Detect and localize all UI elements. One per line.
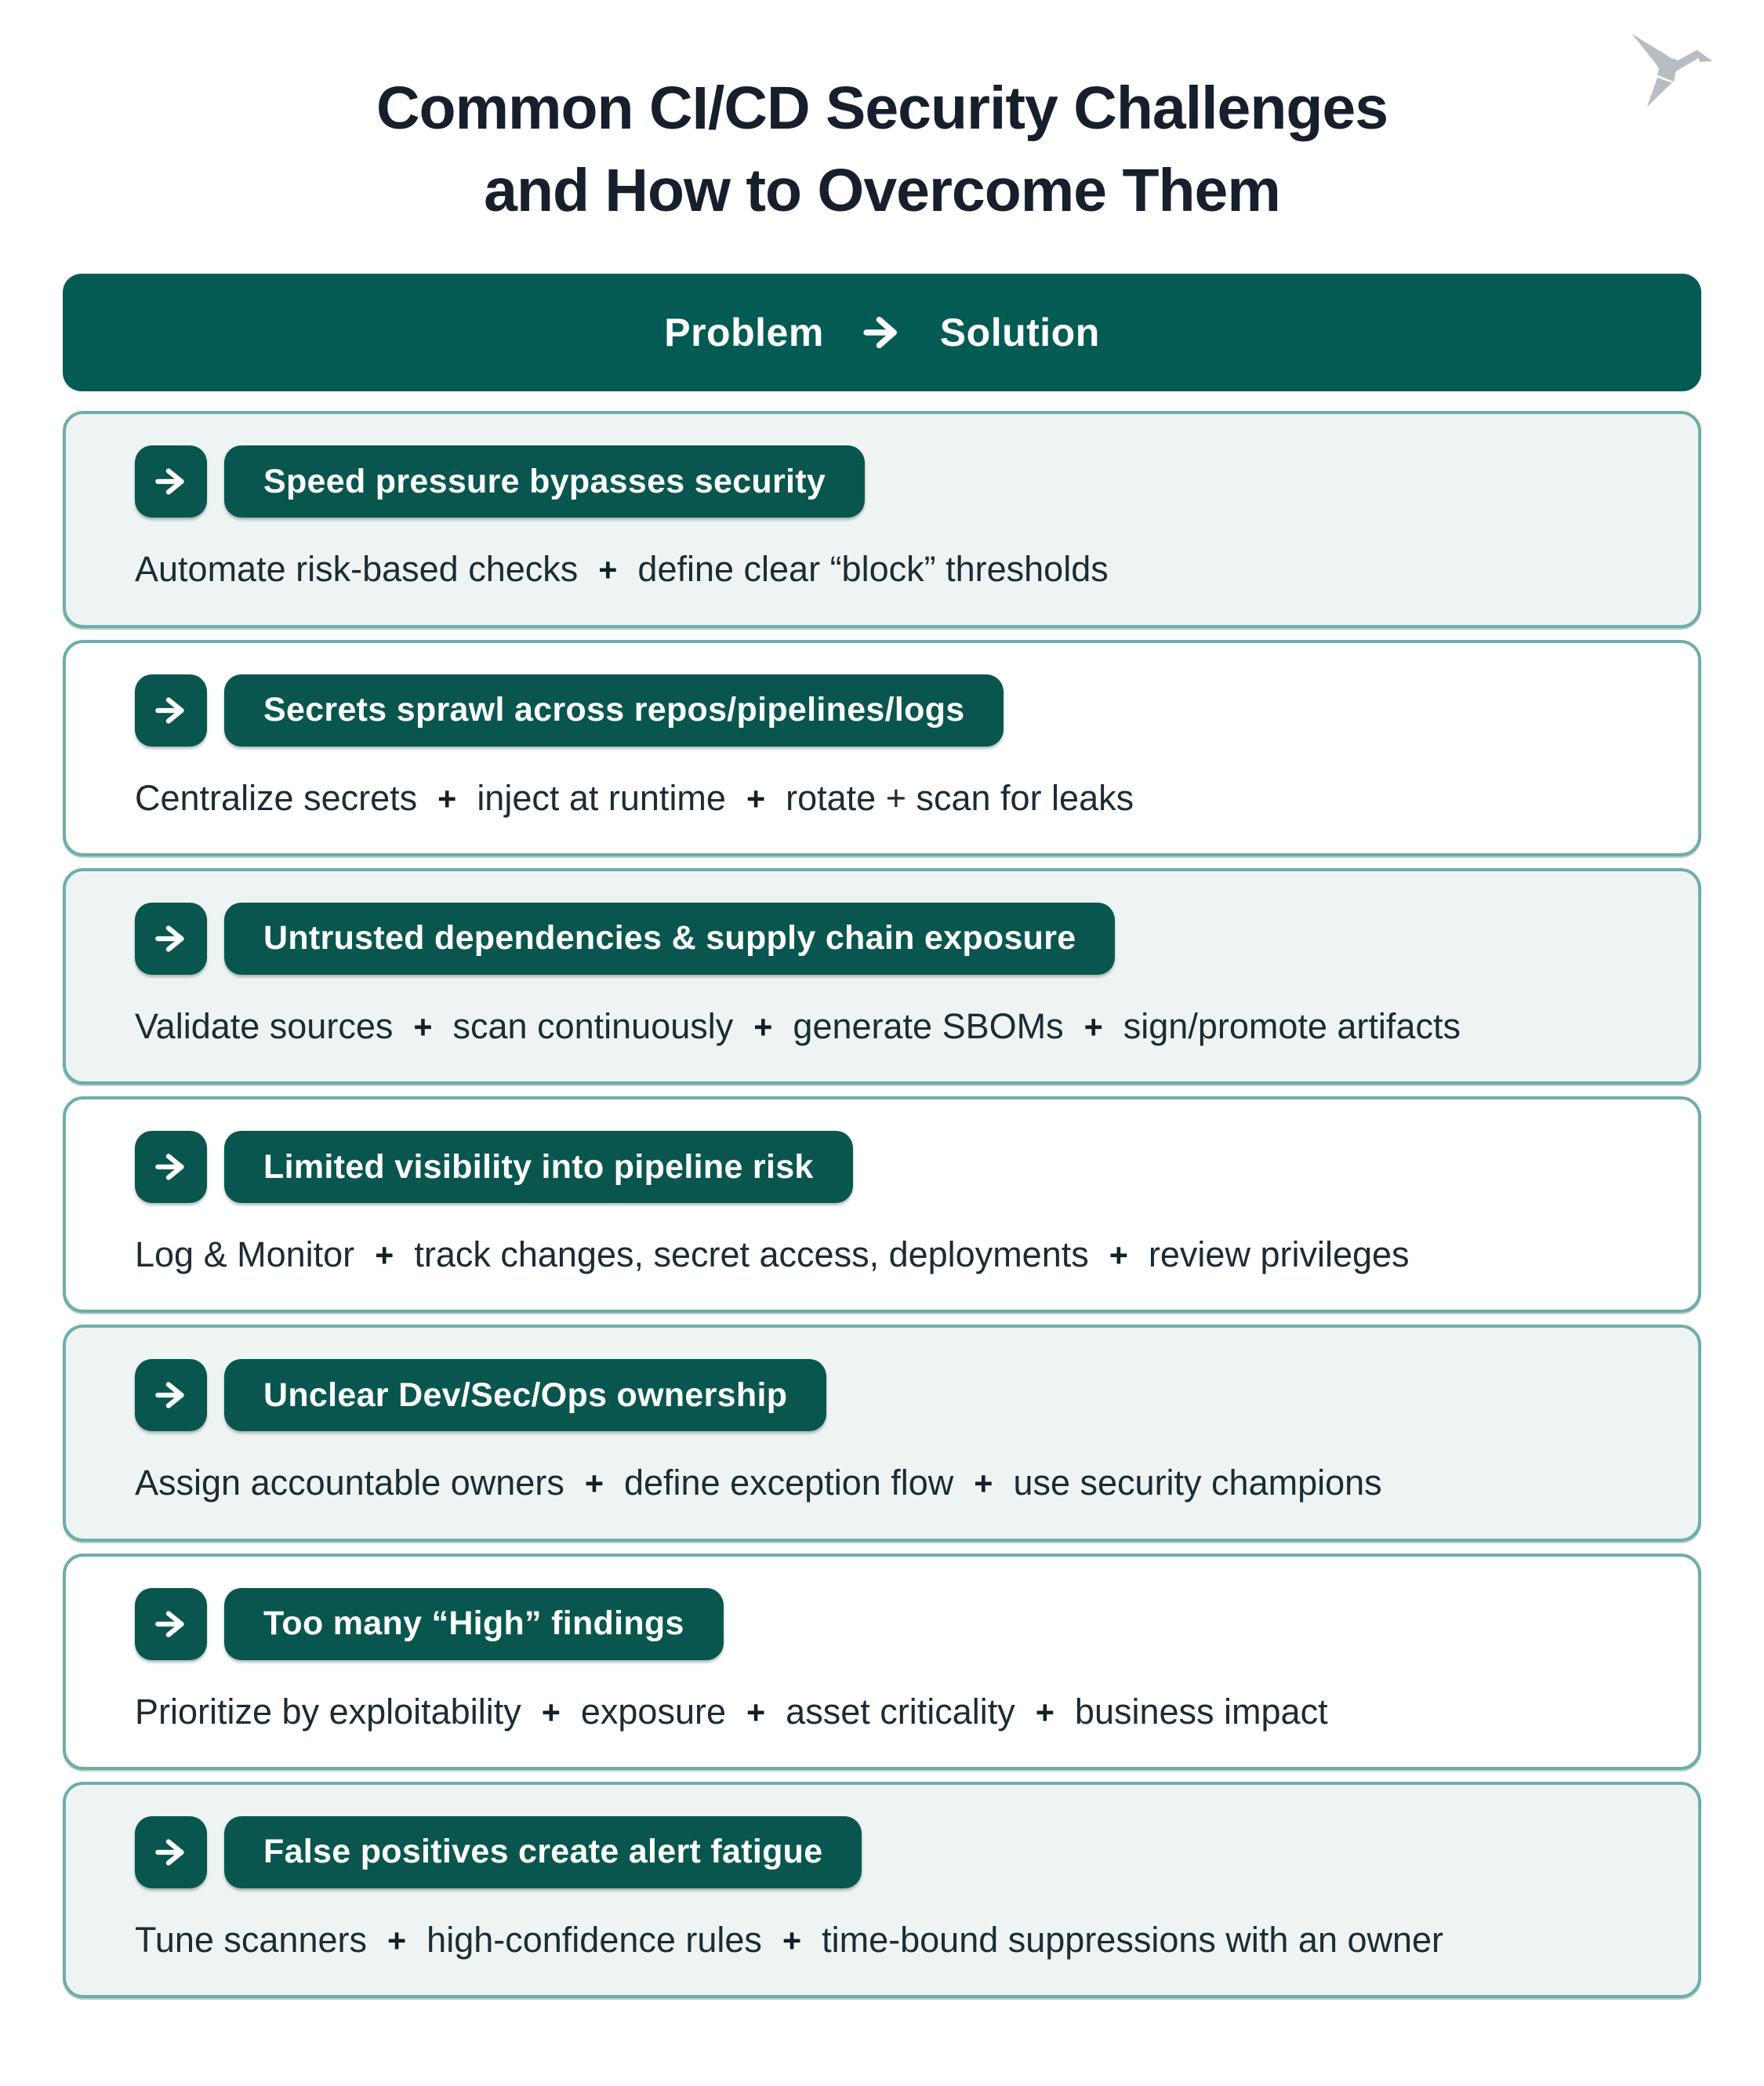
problem-pill: Speed pressure bypasses security bbox=[224, 445, 865, 518]
solution-text bbox=[135, 547, 1651, 591]
solution-segment: define exception flow bbox=[624, 1463, 954, 1503]
solution-segment: Log & Monitor bbox=[135, 1234, 355, 1275]
problem-pill: Limited visibility into pipeline risk bbox=[224, 1131, 853, 1203]
solution-segment: Centralize secrets bbox=[135, 777, 418, 818]
challenge-card bbox=[63, 868, 1701, 1085]
right-arrow-icon bbox=[135, 1588, 207, 1660]
page-title-line-1: Common CI/CD Security Challenges bbox=[376, 74, 1388, 142]
plus-separator: + bbox=[974, 1466, 993, 1503]
problem-label: Problem bbox=[664, 311, 824, 355]
card-top-row bbox=[135, 1816, 1651, 1888]
plus-separator: + bbox=[746, 780, 766, 817]
right-arrow-icon bbox=[135, 1131, 207, 1203]
problem-pill: Untrusted dependencies & supply chain exposure bbox=[224, 903, 1115, 975]
solution-segment: rotate + scan for leaks bbox=[786, 777, 1134, 818]
solution-text bbox=[135, 776, 1651, 820]
problem-solution-header bbox=[63, 274, 1701, 391]
solution-segment: Automate risk-based checks bbox=[135, 549, 579, 590]
solution-text bbox=[135, 1233, 1651, 1277]
solution-segment: track changes, secret access, deployments bbox=[414, 1234, 1089, 1275]
right-arrow-icon bbox=[135, 445, 207, 518]
solution-segment: time-bound suppressions with an owner bbox=[822, 1919, 1444, 1960]
challenge-card bbox=[63, 1554, 1701, 1770]
plus-separator: + bbox=[437, 780, 457, 817]
plus-separator: + bbox=[753, 1008, 773, 1045]
right-arrow-icon bbox=[135, 674, 207, 747]
solution-segment: business impact bbox=[1074, 1691, 1328, 1732]
solution-segment: use security champions bbox=[1013, 1463, 1382, 1503]
plus-separator: + bbox=[598, 552, 618, 589]
plus-separator: + bbox=[1109, 1237, 1128, 1274]
solution-segment: Prioritize by exploitability bbox=[135, 1691, 521, 1732]
plus-separator: + bbox=[387, 1922, 407, 1959]
solution-segment: Assign accountable owners bbox=[135, 1463, 564, 1503]
problem-pill: Secrets sprawl across repos/pipelines/logs bbox=[224, 674, 1004, 747]
plus-separator: + bbox=[782, 1922, 802, 1959]
solution-label: Solution bbox=[939, 311, 1100, 355]
card-top-row bbox=[135, 1588, 1651, 1660]
solution-text bbox=[135, 1918, 1651, 1962]
plus-separator: + bbox=[375, 1237, 394, 1274]
plus-separator: + bbox=[1083, 1008, 1103, 1045]
solution-segment: review privileges bbox=[1148, 1234, 1410, 1275]
card-top-row bbox=[135, 903, 1651, 975]
solution-text bbox=[135, 1690, 1651, 1734]
card-top-row bbox=[135, 445, 1651, 518]
solution-text bbox=[135, 1461, 1651, 1505]
right-arrow-icon bbox=[135, 1816, 207, 1888]
challenge-card-list bbox=[63, 411, 1701, 1998]
origami-bird-logo-icon bbox=[1620, 27, 1730, 113]
plus-separator: + bbox=[541, 1694, 561, 1731]
solution-text bbox=[135, 1005, 1651, 1048]
solution-segment: generate SBOMs bbox=[793, 1005, 1064, 1046]
problem-pill: Unclear Dev/Sec/Ops ownership bbox=[224, 1359, 826, 1431]
challenge-card bbox=[63, 1096, 1701, 1313]
solution-segment: Validate sources bbox=[135, 1005, 394, 1046]
plus-separator: + bbox=[1035, 1694, 1054, 1731]
solution-segment: Tune scanners bbox=[135, 1919, 367, 1960]
solution-segment: exposure bbox=[580, 1691, 726, 1732]
card-top-row bbox=[135, 674, 1651, 747]
card-top-row bbox=[135, 1131, 1651, 1203]
challenge-card bbox=[63, 411, 1701, 627]
right-arrow-icon bbox=[860, 311, 904, 354]
challenge-card bbox=[63, 1782, 1701, 1998]
page-title bbox=[94, 67, 1670, 231]
solution-segment: asset criticality bbox=[786, 1691, 1015, 1732]
plus-separator: + bbox=[413, 1008, 433, 1045]
card-top-row bbox=[135, 1359, 1651, 1431]
page-title-line-2: and How to Overcome Them bbox=[484, 156, 1280, 224]
problem-pill: False positives create alert fatigue bbox=[224, 1816, 862, 1888]
plus-separator: + bbox=[746, 1694, 766, 1731]
solution-segment: scan continuously bbox=[452, 1005, 734, 1046]
solution-segment: inject at runtime bbox=[477, 777, 726, 818]
challenge-card bbox=[63, 1325, 1701, 1541]
right-arrow-icon bbox=[135, 1359, 207, 1431]
solution-segment: define clear “block” thresholds bbox=[637, 549, 1109, 590]
solution-segment: high-confidence rules bbox=[426, 1919, 762, 1960]
solution-segment: sign/promote artifacts bbox=[1123, 1005, 1461, 1046]
right-arrow-icon bbox=[135, 903, 207, 975]
challenge-card bbox=[63, 640, 1701, 856]
problem-pill: Too many “High” findings bbox=[224, 1588, 724, 1660]
plus-separator: + bbox=[584, 1466, 604, 1503]
